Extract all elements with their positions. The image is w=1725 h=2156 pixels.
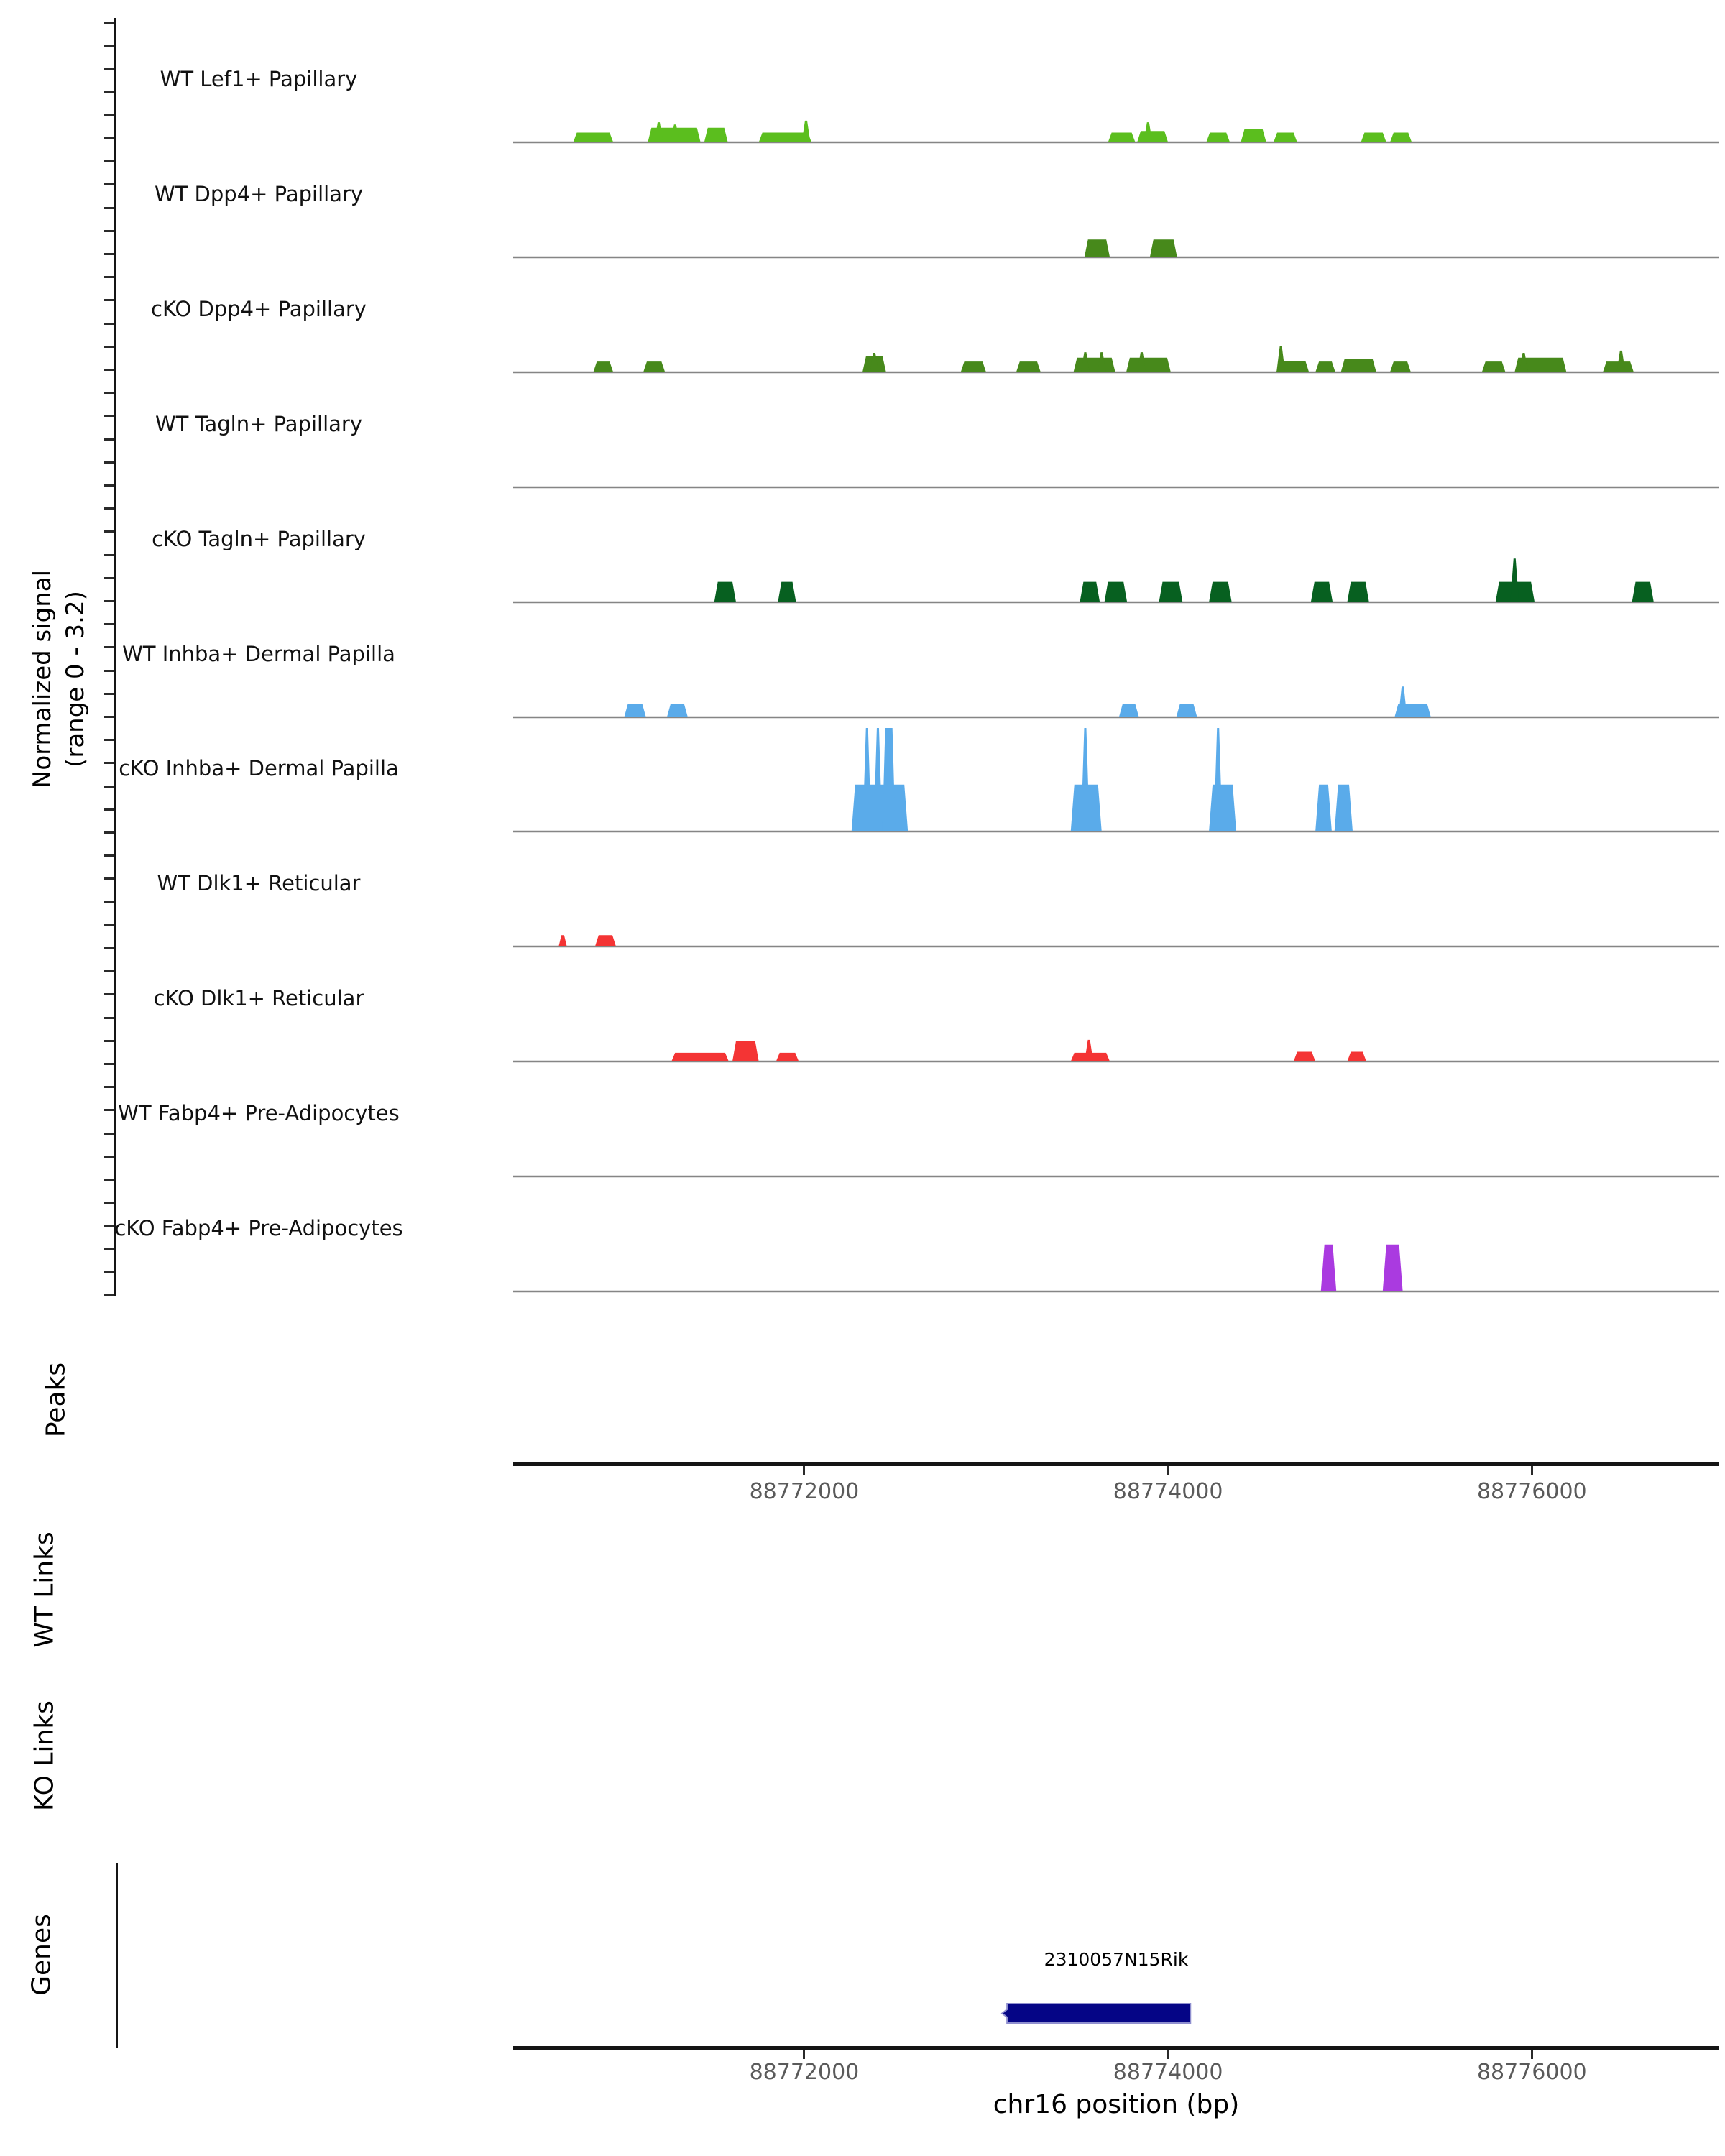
signal-peak — [1482, 361, 1506, 372]
gene-body-plot — [513, 1995, 1719, 2031]
signal-peak — [1209, 581, 1232, 602]
track-plot — [513, 150, 1719, 259]
signal-peak — [778, 581, 796, 602]
signal-peak — [776, 1053, 799, 1061]
track-plot — [513, 724, 1719, 833]
track-label: cKO Tagln+ Papillary — [152, 526, 366, 551]
track-label: cKO Dlk1+ Reticular — [153, 986, 364, 1011]
x-axis-tick-label: 88774000 — [1113, 2060, 1223, 2085]
signal-peak — [1341, 359, 1376, 372]
gene-body — [1002, 2004, 1190, 2023]
track-label: WT Lef1+ Papillary — [160, 67, 358, 91]
x-axis-tick-label: 88772000 — [749, 1479, 860, 1504]
signal-y-tick — [104, 600, 114, 602]
signal-y-tick — [104, 253, 114, 255]
track-label: WT Dlk1+ Reticular — [157, 871, 361, 896]
signal-peak — [1150, 239, 1177, 257]
signal-peak — [1159, 581, 1182, 602]
signal-peak — [1080, 581, 1100, 602]
signal-peak — [558, 936, 566, 947]
signal-peak — [643, 361, 665, 372]
signal-peak — [595, 936, 616, 947]
x-axis-tick — [1167, 2050, 1169, 2059]
signal-peak — [1335, 785, 1353, 831]
signal-y-tick — [104, 1179, 114, 1181]
signal-y-tick — [104, 1063, 114, 1065]
signal-peak — [732, 1041, 759, 1061]
signal-peak — [1126, 358, 1171, 372]
x-axis-tick — [803, 1466, 805, 1475]
signal-peak — [1137, 131, 1168, 142]
signal-spike — [801, 121, 810, 142]
signal-peak — [1105, 581, 1128, 602]
signal-y-tick — [104, 137, 114, 139]
signal-spike — [883, 728, 896, 831]
track-plot — [513, 610, 1719, 719]
signal-y-tick — [104, 901, 114, 903]
signal-y-tick — [104, 392, 114, 394]
signal-peak — [1108, 133, 1136, 143]
signal-peak — [1016, 361, 1041, 372]
signal-y-tick — [104, 45, 114, 47]
signal-peak — [1383, 1245, 1403, 1291]
track-plot — [513, 839, 1719, 948]
track-plot — [513, 1069, 1719, 1178]
signal-y-tick — [104, 577, 114, 579]
track-label: WT Inhba+ Dermal Papilla — [122, 641, 395, 666]
signal-y-tick — [104, 670, 114, 672]
signal-y-tick — [104, 716, 114, 718]
signal-y-tick — [104, 739, 114, 741]
signal-peak — [961, 361, 986, 372]
signal-y-tick — [104, 786, 114, 788]
signal-y-tick — [104, 160, 114, 162]
signal-spike — [1399, 686, 1407, 717]
signal-y-tick — [104, 346, 114, 348]
track-label: WT Tagln+ Papillary — [155, 411, 363, 436]
signal-y-tick — [104, 461, 114, 464]
gene-name-label: 2310057N15Rik — [1044, 1949, 1189, 1970]
x-axis-tick-label: 88776000 — [1476, 1479, 1587, 1504]
signal-peak — [1390, 361, 1411, 372]
x-axis-tick-label: 88776000 — [1476, 2060, 1587, 2085]
signal-spike — [1276, 346, 1285, 372]
signal-spike — [1214, 728, 1223, 831]
x-axis-tick — [803, 2050, 805, 2059]
signal-peak — [574, 133, 614, 143]
signal-peak — [1321, 1245, 1337, 1291]
signal-y-tick — [104, 1271, 114, 1273]
signal-y-tick — [104, 230, 114, 232]
signal-y-tick — [104, 1156, 114, 1158]
signal-y-tick — [104, 507, 114, 510]
signal-y-tick — [104, 438, 114, 441]
signal-y-tick — [104, 924, 114, 926]
signal-peak — [1119, 704, 1139, 717]
signal-peak — [1390, 133, 1412, 143]
signal-y-tick — [104, 1086, 114, 1088]
signal-peak — [714, 581, 736, 602]
track-label: cKO Inhba+ Dermal Papilla — [119, 756, 399, 781]
signal-peak — [624, 704, 645, 717]
signal-y-tick — [104, 808, 114, 811]
signal-y-tick — [104, 970, 114, 972]
track-plot — [513, 954, 1719, 1063]
signal-peak — [1361, 133, 1386, 143]
signal-peak — [667, 704, 688, 717]
signal-y-tick — [104, 276, 114, 278]
signal-y-tick — [104, 831, 114, 834]
signal-peak — [1315, 361, 1335, 372]
signal-y-tick — [104, 693, 114, 695]
signal-y-tick — [104, 1248, 114, 1250]
signal-y-tick — [104, 854, 114, 857]
signal-y-tick — [104, 1294, 114, 1296]
signal-peak — [1085, 239, 1110, 257]
signal-peak — [593, 361, 613, 372]
signal-spike — [1616, 351, 1625, 372]
signal-y-tick — [104, 1040, 114, 1042]
x-axis-tick-label: 88774000 — [1113, 1479, 1223, 1504]
genes-axis-spine — [116, 1863, 118, 2048]
signal-spike — [873, 728, 882, 831]
signal-y-tick — [104, 1017, 114, 1019]
signal-peak — [1206, 133, 1230, 143]
signal-peak — [1209, 785, 1236, 831]
signal-peak — [704, 128, 728, 142]
x-axis-line — [513, 2046, 1719, 2050]
signal-peak — [1177, 704, 1197, 717]
x-axis-tick — [1531, 1466, 1533, 1475]
track-label: cKO Dpp4+ Papillary — [151, 296, 367, 321]
signal-spike — [1085, 1040, 1093, 1061]
track-plot — [513, 495, 1719, 604]
signal-axis-label-line2: (range 0 - 3.2) — [61, 591, 90, 768]
peaks-axis-line — [513, 1462, 1719, 1466]
track-plot — [513, 265, 1719, 374]
signal-peak — [1311, 581, 1333, 602]
signal-peak — [1347, 1052, 1366, 1062]
signal-peak — [1241, 129, 1266, 142]
signal-peak — [1294, 1052, 1315, 1062]
x-axis-tick — [1531, 2050, 1533, 2059]
track-plot — [513, 1184, 1719, 1293]
x-axis-tick-label: 88772000 — [749, 2060, 860, 2085]
signal-y-tick — [104, 323, 114, 325]
track-label: cKO Fabp4+ Pre-Adipocytes — [114, 1216, 403, 1240]
signal-y-tick — [104, 369, 114, 371]
ko-links-section-label: KO Links — [29, 1700, 60, 1811]
signal-peak — [1315, 785, 1332, 831]
signal-y-tick — [104, 1133, 114, 1135]
wt-links-section-label: WT Links — [29, 1531, 60, 1648]
signal-y-tick — [104, 22, 114, 24]
signal-spike — [1081, 728, 1090, 831]
signal-y-tick — [104, 207, 114, 209]
signal-peak — [1347, 581, 1368, 602]
signal-y-tick — [104, 91, 114, 93]
peaks-section-label: Peaks — [41, 1362, 71, 1438]
signal-peak — [1274, 133, 1297, 143]
signal-peak — [671, 1053, 729, 1061]
signal-axis-label-line1: Normalized signal — [28, 569, 57, 789]
signal-spike — [1510, 558, 1519, 602]
track-label: WT Fabp4+ Pre-Adipocytes — [118, 1101, 400, 1126]
signal-y-tick — [104, 484, 114, 487]
track-plot — [513, 35, 1719, 144]
track-label: WT Dpp4+ Papillary — [154, 181, 364, 206]
signal-y-tick — [104, 947, 114, 949]
signal-spike — [862, 728, 871, 831]
signal-y-tick — [104, 114, 114, 116]
genes-section-label: Genes — [27, 1914, 57, 1996]
x-axis-title: chr16 position (bp) — [993, 2090, 1240, 2119]
signal-y-tick — [104, 623, 114, 625]
signal-peak — [1632, 581, 1654, 602]
signal-y-tick — [104, 554, 114, 556]
track-plot — [513, 380, 1719, 489]
x-axis-tick — [1167, 1466, 1169, 1475]
signal-peak — [1074, 358, 1116, 372]
signal-y-tick — [104, 1202, 114, 1204]
